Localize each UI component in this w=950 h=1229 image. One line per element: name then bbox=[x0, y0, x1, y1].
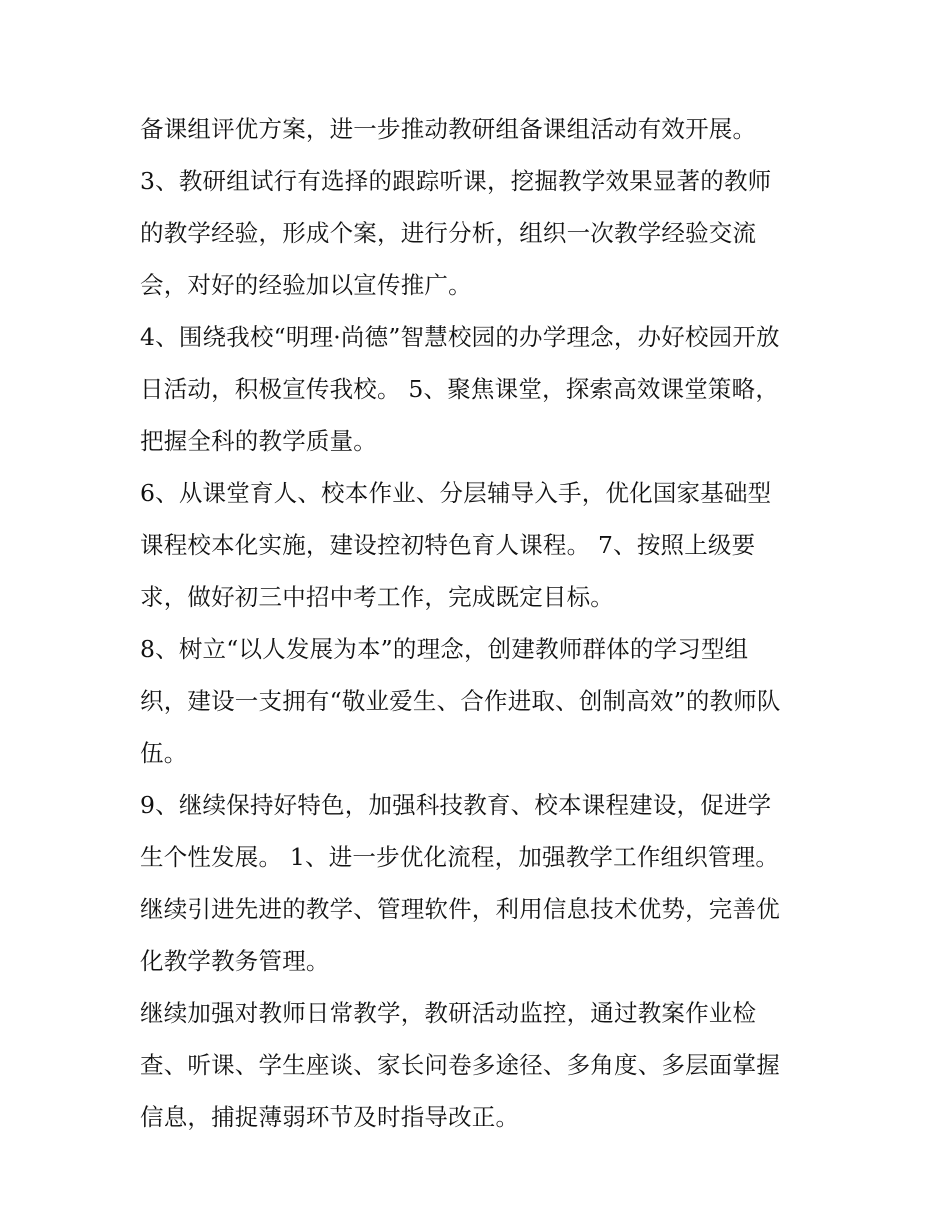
text-line: 9、继续保持好特色，加强科技教育、校本课程建设，促进学 bbox=[140, 791, 772, 819]
text-line: 伍。 bbox=[140, 739, 188, 767]
text-line: 3、教研组试行有选择的跟踪听课，挖掘教学效果显著的教师 bbox=[140, 167, 772, 195]
text-line: 化教学教务管理。 bbox=[140, 947, 330, 975]
text-line: 把握全科的教学质量。 bbox=[140, 427, 377, 455]
text-line: 6、从课堂育人、校本作业、分层辅导入手，优化国家基础型 bbox=[140, 479, 772, 507]
text-line: 会，对好的经验加以宣传推广。 bbox=[140, 271, 472, 299]
document-body bbox=[140, 103, 820, 1143]
text-line: 生个性发展。 1、进一步优化流程，加强教学工作组织管理。 bbox=[140, 843, 780, 871]
text-line: 4、围绕我校“明理·尚德”智慧校园的办学理念，办好校园开放 bbox=[140, 323, 780, 351]
text-line: 继续加强对教师日常教学，教研活动监控，通过教案作业检 bbox=[140, 999, 757, 1027]
text-line: 备课组评优方案，进一步推动教研组备课组活动有效开展。 bbox=[140, 115, 757, 143]
text-line: 的教学经验，形成个案，进行分析，组织一次教学经验交流 bbox=[140, 219, 757, 247]
text-line: 继续引进先进的教学、管理软件，利用信息技术优势，完善优 bbox=[140, 895, 780, 923]
text-line: 日活动，积极宣传我校。 5、聚焦课堂，探索高效课堂策略， bbox=[140, 375, 780, 403]
text-line: 信息，捕捉薄弱环节及时指导改正。 bbox=[140, 1103, 520, 1131]
text-line: 求，做好初三中招中考工作，完成既定目标。 bbox=[140, 583, 614, 611]
text-line: 8、树立“以人发展为本”的理念，创建教师群体的学习型组 bbox=[140, 635, 749, 663]
text-line: 课程校本化实施，建设控初特色育人课程。 7、按照上级要 bbox=[140, 531, 756, 559]
text-line: 查、听课、学生座谈、家长问卷多途径、多角度、多层面掌握 bbox=[140, 1051, 780, 1079]
text-line: 织，建设一支拥有“敬业爱生、合作进取、创制高效”的教师队 bbox=[140, 687, 781, 715]
